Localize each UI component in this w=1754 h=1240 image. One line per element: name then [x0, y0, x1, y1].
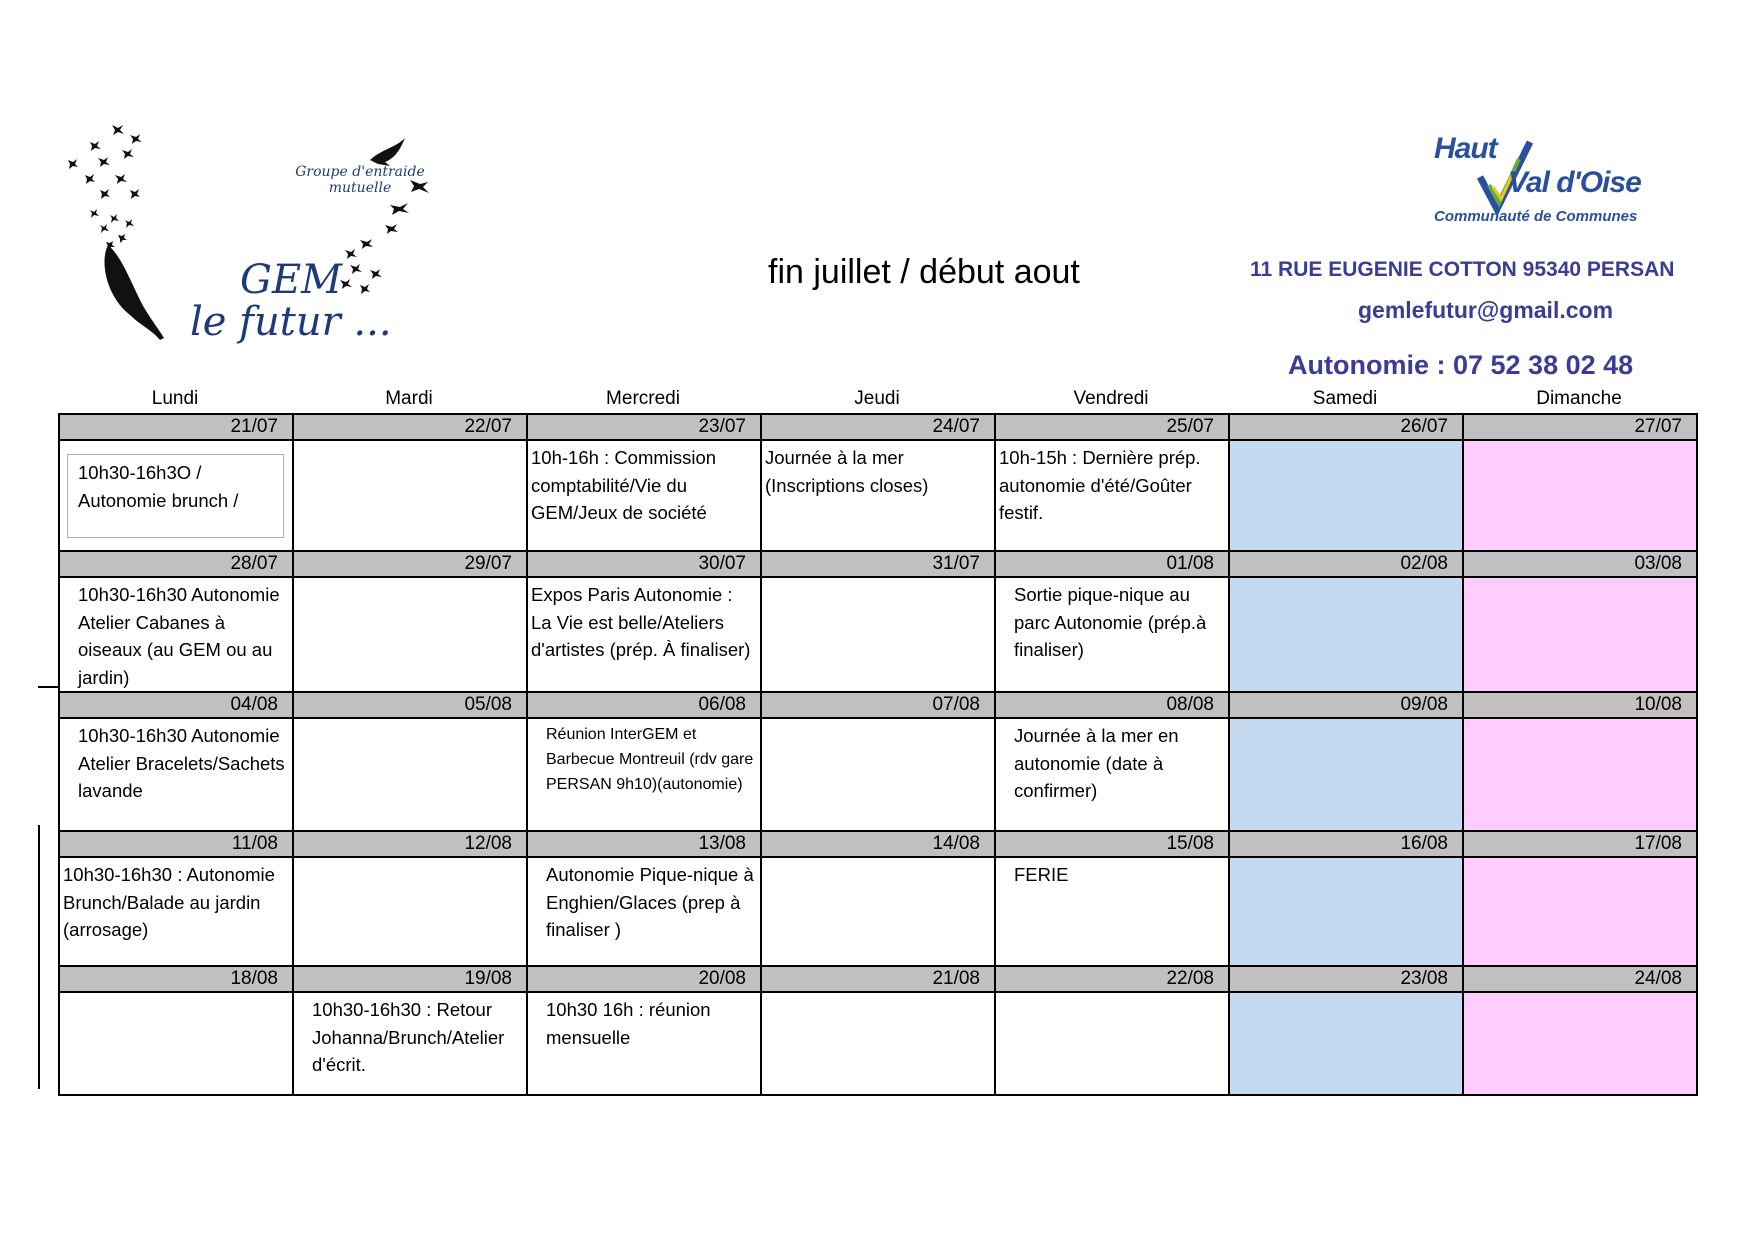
date-cell: 23/08 [1229, 966, 1463, 992]
event-cell[interactable] [761, 857, 995, 966]
event-row [59, 577, 1697, 692]
event-text-box: 10h30-16h3O / Autonomie brunch / [67, 454, 284, 538]
event-cell[interactable]: 10h-16h : Commission comptabilité/Vie du GEM/Jeux de société [527, 440, 761, 551]
event-cell-sunday[interactable] [1463, 577, 1697, 692]
event-cell-saturday[interactable] [1229, 577, 1463, 692]
date-cell: 14/08 [761, 831, 995, 857]
event-cell-sunday[interactable] [1463, 440, 1697, 551]
day-saturday: Samedi [1312, 388, 1378, 409]
date-cell: 19/08 [293, 966, 527, 992]
event-cell[interactable]: FERIE [995, 857, 1229, 966]
date-row [59, 414, 1697, 440]
date-row [59, 831, 1697, 857]
event-cell[interactable]: Journée à la mer (Inscriptions closes) [761, 440, 995, 551]
event-row [59, 440, 1697, 551]
date-cell: 31/07 [761, 551, 995, 577]
event-row [59, 992, 1697, 1095]
event-cell-saturday[interactable] [1229, 992, 1463, 1095]
date-cell: 05/08 [293, 692, 527, 718]
event-cell[interactable]: 10h30 16h : réunion mensuelle [527, 992, 761, 1095]
date-row [59, 692, 1697, 718]
date-cell: 01/08 [995, 551, 1229, 577]
event-cell-saturday[interactable] [1229, 440, 1463, 551]
day-friday: Vendredi [1073, 388, 1149, 409]
date-cell: 13/08 [527, 831, 761, 857]
email[interactable]: gemlefutur@gmail.com [1358, 297, 1614, 323]
event-cell[interactable]: Sortie pique-nique au parc Autonomie (prép.à finaliser) [995, 577, 1229, 692]
date-cell: 22/07 [293, 414, 527, 440]
event-row [59, 718, 1697, 831]
date-cell: 25/07 [995, 414, 1229, 440]
date-cell: 21/07 [59, 414, 293, 440]
date-cell: 12/08 [293, 831, 527, 857]
date-cell: 02/08 [1229, 551, 1463, 577]
partner-logo-line3: Communauté de Communes [1434, 208, 1638, 225]
margin-tick [38, 686, 58, 688]
day-tuesday: Mardi [385, 388, 433, 409]
date-cell: 07/08 [761, 692, 995, 718]
calendar-table [58, 413, 1698, 1096]
day-thursday: Jeudi [854, 388, 900, 409]
date-cell: 20/08 [527, 966, 761, 992]
date-cell: 24/07 [761, 414, 995, 440]
address: 11 RUE EUGENIE COTTON 95340 PERSAN [1250, 258, 1675, 281]
date-cell: 26/07 [1229, 414, 1463, 440]
event-cell[interactable] [293, 577, 527, 692]
date-cell: 24/08 [1463, 966, 1697, 992]
gem-logo [60, 120, 500, 355]
date-cell: 23/07 [527, 414, 761, 440]
event-cell[interactable] [293, 718, 527, 831]
event-cell[interactable]: 10h30-16h30 Autonomie Atelier Cabanes à oiseaux (au GEM ou au jardin) [59, 577, 293, 692]
event-cell-saturday[interactable] [1229, 857, 1463, 966]
day-monday: Lundi [151, 388, 199, 409]
event-cell-saturday[interactable] [1229, 718, 1463, 831]
event-cell[interactable]: 10h30-16h30 Autonomie Atelier Bracelets/Sachets lavande [59, 718, 293, 831]
event-cell[interactable] [293, 857, 527, 966]
date-row [59, 966, 1697, 992]
date-cell: 10/08 [1463, 692, 1697, 718]
day-sunday: Dimanche [1536, 388, 1622, 409]
event-cell[interactable] [761, 992, 995, 1095]
date-cell: 11/08 [59, 831, 293, 857]
partner-logo-line1: Haut [1434, 132, 1497, 165]
date-cell: 29/07 [293, 551, 527, 577]
event-cell[interactable]: 10h30-16h30 : Retour Johanna/Brunch/Atelier d'écrit. [293, 992, 527, 1095]
event-cell[interactable]: 10h30-16h30 : Autonomie Brunch/Balade au jardin (arrosage) [59, 857, 293, 966]
date-cell: 08/08 [995, 692, 1229, 718]
date-cell: 09/08 [1229, 692, 1463, 718]
event-cell[interactable] [293, 440, 527, 551]
date-cell: 04/08 [59, 692, 293, 718]
date-cell: 06/08 [527, 692, 761, 718]
day-wednesday: Mercredi [606, 388, 680, 409]
date-cell: 30/07 [527, 551, 761, 577]
event-cell[interactable] [761, 718, 995, 831]
event-cell[interactable] [59, 992, 293, 1095]
logo-name-line2: le futur ... [190, 299, 392, 345]
margin-line [38, 825, 40, 1089]
event-cell[interactable]: 10h-15h : Dernière prép. autonomie d'été/Goûter festif. [995, 440, 1229, 551]
page-title: fin juillet / début aout [768, 253, 1080, 291]
event-cell-sunday[interactable] [1463, 718, 1697, 831]
event-cell[interactable]: Autonomie Pique-nique à Enghien/Glaces (prep à finaliser ) [527, 857, 761, 966]
partner-logo [1420, 132, 1641, 232]
event-cell[interactable] [995, 992, 1229, 1095]
logo-subtitle: Groupe d'entraide mutuelle [295, 164, 425, 196]
event-cell[interactable]: Journée à la mer en autonomie (date à confirmer) [995, 718, 1229, 831]
date-cell: 27/07 [1463, 414, 1697, 440]
event-cell[interactable] [59, 440, 293, 551]
date-cell: 15/08 [995, 831, 1229, 857]
logo-name-line1: GEM [240, 257, 343, 303]
day-header-row [58, 387, 1696, 411]
event-cell-sunday[interactable] [1463, 992, 1697, 1095]
date-cell: 03/08 [1463, 551, 1697, 577]
partner-logo-line2: Val d'Oise [1508, 166, 1641, 199]
event-cell[interactable]: Réunion InterGEM et Barbecue Montreuil (rdv gare PERSAN 9h10)(autonomie) [527, 718, 761, 831]
event-row [59, 857, 1697, 966]
date-cell: 18/08 [59, 966, 293, 992]
event-cell-sunday[interactable] [1463, 857, 1697, 966]
phone: Autonomie : 07 52 38 02 48 [1288, 350, 1634, 380]
event-cell[interactable]: Expos Paris Autonomie : La Vie est belle/Ateliers d'artistes (prép. À finaliser) [527, 577, 761, 692]
date-row [59, 551, 1697, 577]
date-cell: 16/08 [1229, 831, 1463, 857]
date-cell: 22/08 [995, 966, 1229, 992]
date-cell: 17/08 [1463, 831, 1697, 857]
date-cell: 21/08 [761, 966, 995, 992]
date-cell: 28/07 [59, 551, 293, 577]
event-cell[interactable] [761, 577, 995, 692]
